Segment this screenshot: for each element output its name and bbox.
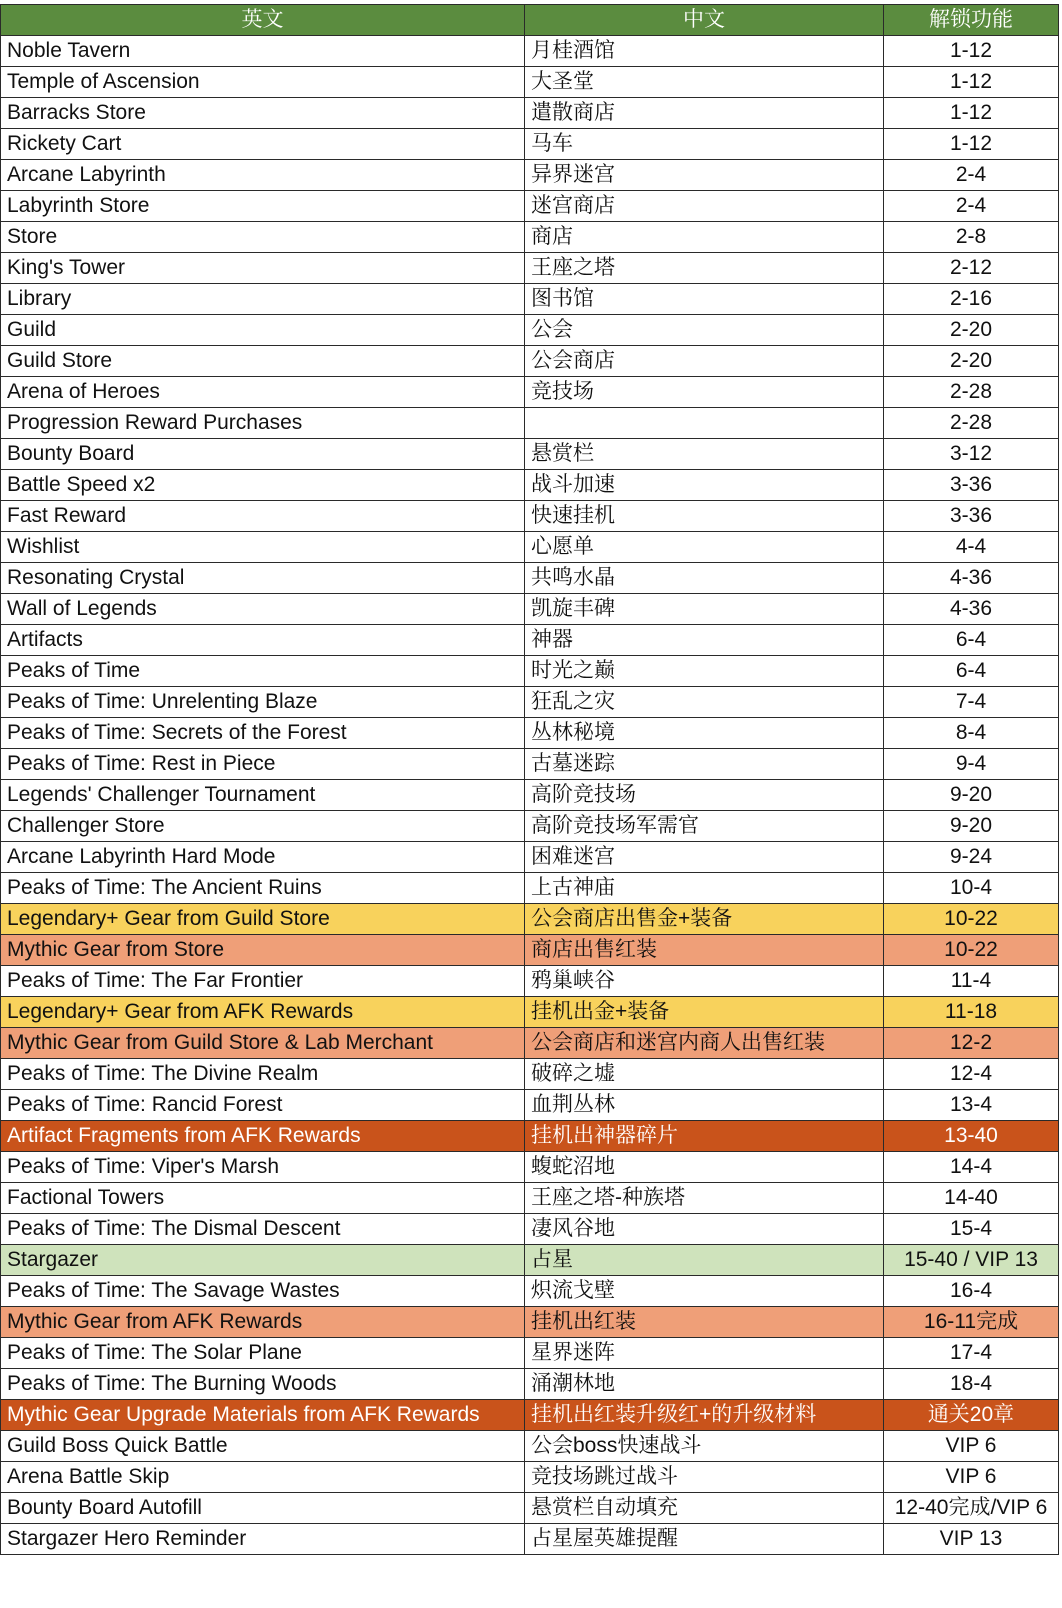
- cell-english: Library: [1, 284, 525, 315]
- cell-english: Guild Boss Quick Battle: [1, 1431, 525, 1462]
- cell-chinese: 共鸣水晶: [525, 563, 884, 594]
- cell-english: Peaks of Time: Secrets of the Forest: [1, 718, 525, 749]
- table-row: [1, 439, 1059, 470]
- table-row: [1, 966, 1059, 997]
- table-row: [1, 160, 1059, 191]
- table-row: [1, 1431, 1059, 1462]
- cell-unlock: 2-20: [884, 346, 1059, 377]
- cell-english: Wishlist: [1, 532, 525, 563]
- cell-unlock: 9-20: [884, 811, 1059, 842]
- cell-unlock: 14-40: [884, 1183, 1059, 1214]
- table-row: [1, 67, 1059, 98]
- cell-unlock: 17-4: [884, 1338, 1059, 1369]
- table-row: [1, 408, 1059, 439]
- cell-english: Mythic Gear Upgrade Materials from AFK Rewards: [1, 1400, 525, 1431]
- cell-chinese: 图书馆: [525, 284, 884, 315]
- cell-english: Legendary+ Gear from Guild Store: [1, 904, 525, 935]
- cell-chinese: 鸦巢峡谷: [525, 966, 884, 997]
- cell-chinese: 高阶竞技场: [525, 780, 884, 811]
- cell-chinese: 商店: [525, 222, 884, 253]
- cell-unlock: 4-36: [884, 594, 1059, 625]
- table-row: [1, 1307, 1059, 1338]
- cell-unlock: 13-40: [884, 1121, 1059, 1152]
- table-row: [1, 811, 1059, 842]
- cell-chinese: 炽流戈壁: [525, 1276, 884, 1307]
- cell-chinese: 挂机出红装: [525, 1307, 884, 1338]
- table-row: [1, 1121, 1059, 1152]
- cell-english: Peaks of Time: Viper's Marsh: [1, 1152, 525, 1183]
- cell-chinese: 神器: [525, 625, 884, 656]
- cell-english: Peaks of Time: The Ancient Ruins: [1, 873, 525, 904]
- cell-unlock: 9-20: [884, 780, 1059, 811]
- table-row: [1, 253, 1059, 284]
- table-row: [1, 1028, 1059, 1059]
- cell-chinese: 异界迷宫: [525, 160, 884, 191]
- table-row: [1, 749, 1059, 780]
- cell-unlock: VIP 6: [884, 1462, 1059, 1493]
- cell-english: Peaks of Time: Rancid Forest: [1, 1090, 525, 1121]
- cell-english: Mythic Gear from Store: [1, 935, 525, 966]
- cell-chinese: 高阶竞技场军需官: [525, 811, 884, 842]
- table-row: [1, 997, 1059, 1028]
- cell-chinese: 月桂酒馆: [525, 36, 884, 67]
- cell-unlock: 3-12: [884, 439, 1059, 470]
- table-row: [1, 935, 1059, 966]
- cell-unlock: 16-11完成: [884, 1307, 1059, 1338]
- cell-unlock: 10-22: [884, 904, 1059, 935]
- cell-unlock: 6-4: [884, 625, 1059, 656]
- cell-chinese: 星界迷阵: [525, 1338, 884, 1369]
- cell-chinese: 困难迷宫: [525, 842, 884, 873]
- cell-chinese: 公会商店: [525, 346, 884, 377]
- cell-english: Arena of Heroes: [1, 377, 525, 408]
- cell-unlock: 15-40 / VIP 13: [884, 1245, 1059, 1276]
- cell-unlock: 16-4: [884, 1276, 1059, 1307]
- cell-unlock: 12-40完成/VIP 6: [884, 1493, 1059, 1524]
- cell-unlock: 14-4: [884, 1152, 1059, 1183]
- header-chinese: 中文: [525, 5, 884, 36]
- cell-chinese: 凄风谷地: [525, 1214, 884, 1245]
- cell-english: Labyrinth Store: [1, 191, 525, 222]
- cell-chinese: 挂机出神器碎片: [525, 1121, 884, 1152]
- cell-unlock: 11-18: [884, 997, 1059, 1028]
- cell-english: Progression Reward Purchases: [1, 408, 525, 439]
- table-row: [1, 501, 1059, 532]
- cell-english: Artifact Fragments from AFK Rewards: [1, 1121, 525, 1152]
- cell-chinese: 占星: [525, 1245, 884, 1276]
- table-row: [1, 780, 1059, 811]
- cell-english: Peaks of Time: The Burning Woods: [1, 1369, 525, 1400]
- cell-unlock: 8-4: [884, 718, 1059, 749]
- cell-chinese: 破碎之墟: [525, 1059, 884, 1090]
- table-row: [1, 1214, 1059, 1245]
- cell-english: Mythic Gear from Guild Store & Lab Merchant: [1, 1028, 525, 1059]
- cell-english: Store: [1, 222, 525, 253]
- cell-chinese: 古墓迷踪: [525, 749, 884, 780]
- cell-unlock: 11-4: [884, 966, 1059, 997]
- cell-chinese: 凯旋丰碑: [525, 594, 884, 625]
- cell-unlock: 13-4: [884, 1090, 1059, 1121]
- cell-chinese: 上古神庙: [525, 873, 884, 904]
- table-row: [1, 315, 1059, 346]
- table-row: [1, 594, 1059, 625]
- table-row: [1, 1338, 1059, 1369]
- cell-chinese: 公会boss快速战斗: [525, 1431, 884, 1462]
- cell-chinese: 血荆丛林: [525, 1090, 884, 1121]
- cell-english: Peaks of Time: The Dismal Descent: [1, 1214, 525, 1245]
- cell-english: Rickety Cart: [1, 129, 525, 160]
- cell-unlock: 1-12: [884, 67, 1059, 98]
- table-row: [1, 377, 1059, 408]
- table-row: [1, 873, 1059, 904]
- table-row: [1, 718, 1059, 749]
- table-body: [1, 36, 1059, 1555]
- cell-chinese: 时光之巅: [525, 656, 884, 687]
- cell-english: Peaks of Time: Rest in Piece: [1, 749, 525, 780]
- cell-chinese: 悬赏栏: [525, 439, 884, 470]
- cell-chinese: 迷宫商店: [525, 191, 884, 222]
- cell-unlock: 3-36: [884, 470, 1059, 501]
- cell-chinese: 挂机出红装升级红+的升级材料: [525, 1400, 884, 1431]
- table-row: [1, 1524, 1059, 1555]
- cell-chinese: 竞技场: [525, 377, 884, 408]
- table-row: [1, 346, 1059, 377]
- table-row: [1, 284, 1059, 315]
- cell-chinese: 竞技场跳过战斗: [525, 1462, 884, 1493]
- feature-unlock-table: [0, 4, 1059, 1555]
- cell-english: Arcane Labyrinth Hard Mode: [1, 842, 525, 873]
- cell-unlock: 通关20章: [884, 1400, 1059, 1431]
- table-row: [1, 470, 1059, 501]
- table-row: [1, 1462, 1059, 1493]
- cell-english: King's Tower: [1, 253, 525, 284]
- table-row: [1, 129, 1059, 160]
- cell-english: Wall of Legends: [1, 594, 525, 625]
- cell-chinese: 大圣堂: [525, 67, 884, 98]
- table-row: [1, 532, 1059, 563]
- cell-unlock: 6-4: [884, 656, 1059, 687]
- cell-chinese: 王座之塔-种族塔: [525, 1183, 884, 1214]
- cell-chinese: [525, 408, 884, 439]
- cell-chinese: 遣散商店: [525, 98, 884, 129]
- table-row: [1, 625, 1059, 656]
- cell-unlock: 2-28: [884, 377, 1059, 408]
- cell-unlock: 10-22: [884, 935, 1059, 966]
- table-row: [1, 191, 1059, 222]
- header-english: 英文: [1, 5, 525, 36]
- cell-english: Peaks of Time: The Far Frontier: [1, 966, 525, 997]
- cell-chinese: 公会商店和迷宫内商人出售红装: [525, 1028, 884, 1059]
- cell-chinese: 丛林秘境: [525, 718, 884, 749]
- table-row: [1, 842, 1059, 873]
- cell-english: Noble Tavern: [1, 36, 525, 67]
- cell-unlock: 3-36: [884, 501, 1059, 532]
- table-row: [1, 222, 1059, 253]
- table-row: [1, 656, 1059, 687]
- cell-english: Arcane Labyrinth: [1, 160, 525, 191]
- table-row: [1, 563, 1059, 594]
- header-row: [1, 5, 1059, 36]
- cell-chinese: 商店出售红装: [525, 935, 884, 966]
- cell-english: Challenger Store: [1, 811, 525, 842]
- cell-chinese: 挂机出金+装备: [525, 997, 884, 1028]
- cell-unlock: 2-4: [884, 160, 1059, 191]
- header-unlock: 解锁功能: [884, 5, 1059, 36]
- cell-english: Peaks of Time: The Savage Wastes: [1, 1276, 525, 1307]
- cell-english: Mythic Gear from AFK Rewards: [1, 1307, 525, 1338]
- table-row: [1, 1369, 1059, 1400]
- table-row: [1, 687, 1059, 718]
- cell-chinese: 心愿单: [525, 532, 884, 563]
- cell-unlock: 7-4: [884, 687, 1059, 718]
- table-row: [1, 1183, 1059, 1214]
- cell-chinese: 公会商店出售金+装备: [525, 904, 884, 935]
- cell-english: Stargazer: [1, 1245, 525, 1276]
- table-row: [1, 98, 1059, 129]
- cell-unlock: 2-8: [884, 222, 1059, 253]
- cell-chinese: 悬赏栏自动填充: [525, 1493, 884, 1524]
- cell-english: Temple of Ascension: [1, 67, 525, 98]
- table-row: [1, 1152, 1059, 1183]
- cell-chinese: 公会: [525, 315, 884, 346]
- table-row: [1, 1400, 1059, 1431]
- cell-unlock: 1-12: [884, 98, 1059, 129]
- table-row: [1, 1276, 1059, 1307]
- cell-chinese: 马车: [525, 129, 884, 160]
- table-row: [1, 904, 1059, 935]
- cell-unlock: 9-24: [884, 842, 1059, 873]
- table-row: [1, 1059, 1059, 1090]
- cell-english: Guild Store: [1, 346, 525, 377]
- cell-english: Bounty Board: [1, 439, 525, 470]
- cell-english: Battle Speed x2: [1, 470, 525, 501]
- cell-unlock: 4-36: [884, 563, 1059, 594]
- cell-unlock: 18-4: [884, 1369, 1059, 1400]
- cell-english: Bounty Board Autofill: [1, 1493, 525, 1524]
- cell-chinese: 战斗加速: [525, 470, 884, 501]
- table-row: [1, 1090, 1059, 1121]
- cell-english: Fast Reward: [1, 501, 525, 532]
- cell-unlock: 2-28: [884, 408, 1059, 439]
- cell-english: Factional Towers: [1, 1183, 525, 1214]
- cell-english: Peaks of Time: [1, 656, 525, 687]
- cell-unlock: 4-4: [884, 532, 1059, 563]
- cell-chinese: 涌潮林地: [525, 1369, 884, 1400]
- cell-english: Resonating Crystal: [1, 563, 525, 594]
- cell-english: Artifacts: [1, 625, 525, 656]
- cell-unlock: 12-4: [884, 1059, 1059, 1090]
- cell-english: Peaks of Time: Unrelenting Blaze: [1, 687, 525, 718]
- cell-chinese: 蝮蛇沼地: [525, 1152, 884, 1183]
- cell-unlock: 1-12: [884, 36, 1059, 67]
- cell-unlock: 15-4: [884, 1214, 1059, 1245]
- cell-english: Barracks Store: [1, 98, 525, 129]
- cell-unlock: 2-4: [884, 191, 1059, 222]
- cell-english: Legendary+ Gear from AFK Rewards: [1, 997, 525, 1028]
- cell-unlock: 12-2: [884, 1028, 1059, 1059]
- cell-unlock: 10-4: [884, 873, 1059, 904]
- cell-chinese: 占星屋英雄提醒: [525, 1524, 884, 1555]
- cell-english: Arena Battle Skip: [1, 1462, 525, 1493]
- cell-english: Guild: [1, 315, 525, 346]
- cell-chinese: 快速挂机: [525, 501, 884, 532]
- cell-english: Stargazer Hero Reminder: [1, 1524, 525, 1555]
- cell-unlock: 2-12: [884, 253, 1059, 284]
- table-row: [1, 1493, 1059, 1524]
- cell-english: Legends' Challenger Tournament: [1, 780, 525, 811]
- cell-unlock: VIP 13: [884, 1524, 1059, 1555]
- cell-unlock: 9-4: [884, 749, 1059, 780]
- cell-chinese: 王座之塔: [525, 253, 884, 284]
- cell-english: Peaks of Time: The Divine Realm: [1, 1059, 525, 1090]
- table-row: [1, 1245, 1059, 1276]
- cell-unlock: 2-16: [884, 284, 1059, 315]
- cell-chinese: 狂乱之灾: [525, 687, 884, 718]
- cell-english: Peaks of Time: The Solar Plane: [1, 1338, 525, 1369]
- cell-unlock: 1-12: [884, 129, 1059, 160]
- table-row: [1, 36, 1059, 67]
- cell-unlock: VIP 6: [884, 1431, 1059, 1462]
- cell-unlock: 2-20: [884, 315, 1059, 346]
